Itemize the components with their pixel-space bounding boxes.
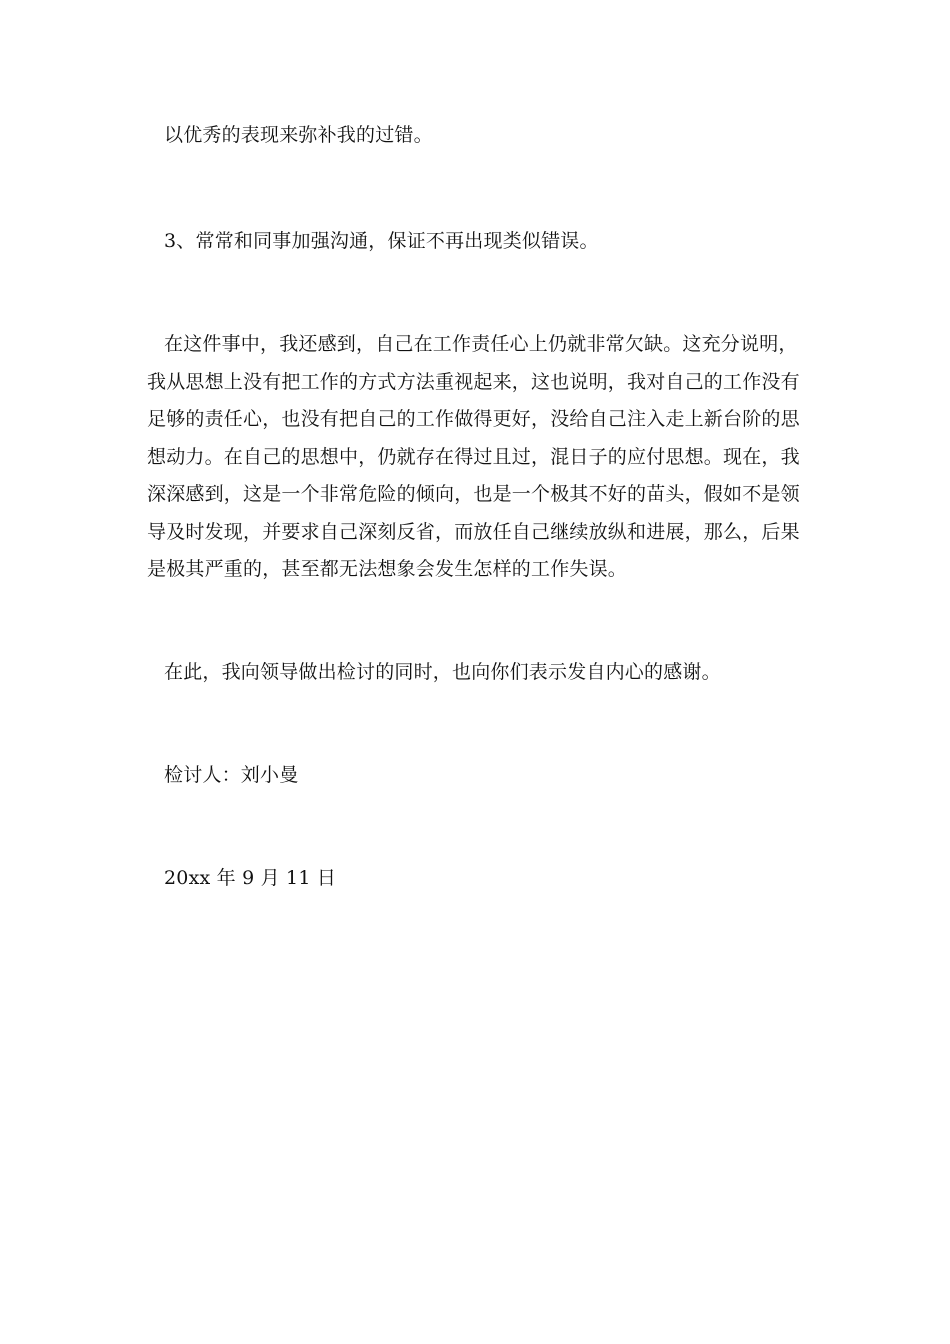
paragraph-line: 在这件事中，我还感到，自己在工作责任心上仍就非常欠缺。这充分说明， — [164, 333, 798, 355]
paragraph-line: 想动力。在自己的思想中，仍就存在得过且过，混日子的应付思想。现在，我 — [147, 446, 800, 468]
date: 20xx 年 9 月 11 日 — [164, 867, 337, 889]
paragraph-line: 是极其严重的，甚至都无法想象会发生怎样的工作失误。 — [147, 558, 628, 580]
paragraph-line: 以优秀的表现来弥补我的过错。 — [164, 124, 433, 146]
list-item-3: 3、常常和同事加强沟通，保证不再出现类似错误。 — [164, 230, 599, 252]
signature: 检讨人：刘小曼 — [164, 764, 299, 786]
paragraph-line: 我从思想上没有把工作的方式方法重视起来，这也说明，我对自己的工作没有 — [147, 371, 800, 393]
paragraph-line: 足够的责任心，也没有把自己的工作做得更好，没给自己注入走上新台阶的思 — [147, 408, 800, 430]
paragraph-line: 在此，我向领导做出检讨的同时，也向你们表示发自内心的感谢。 — [164, 661, 721, 683]
paragraph-line: 导及时发现，并要求自己深刻反省，而放任自己继续放纵和进展，那么，后果 — [147, 521, 800, 543]
paragraph-line: 深深感到，这是一个非常危险的倾向，也是一个极其不好的苗头，假如不是领 — [147, 483, 800, 505]
